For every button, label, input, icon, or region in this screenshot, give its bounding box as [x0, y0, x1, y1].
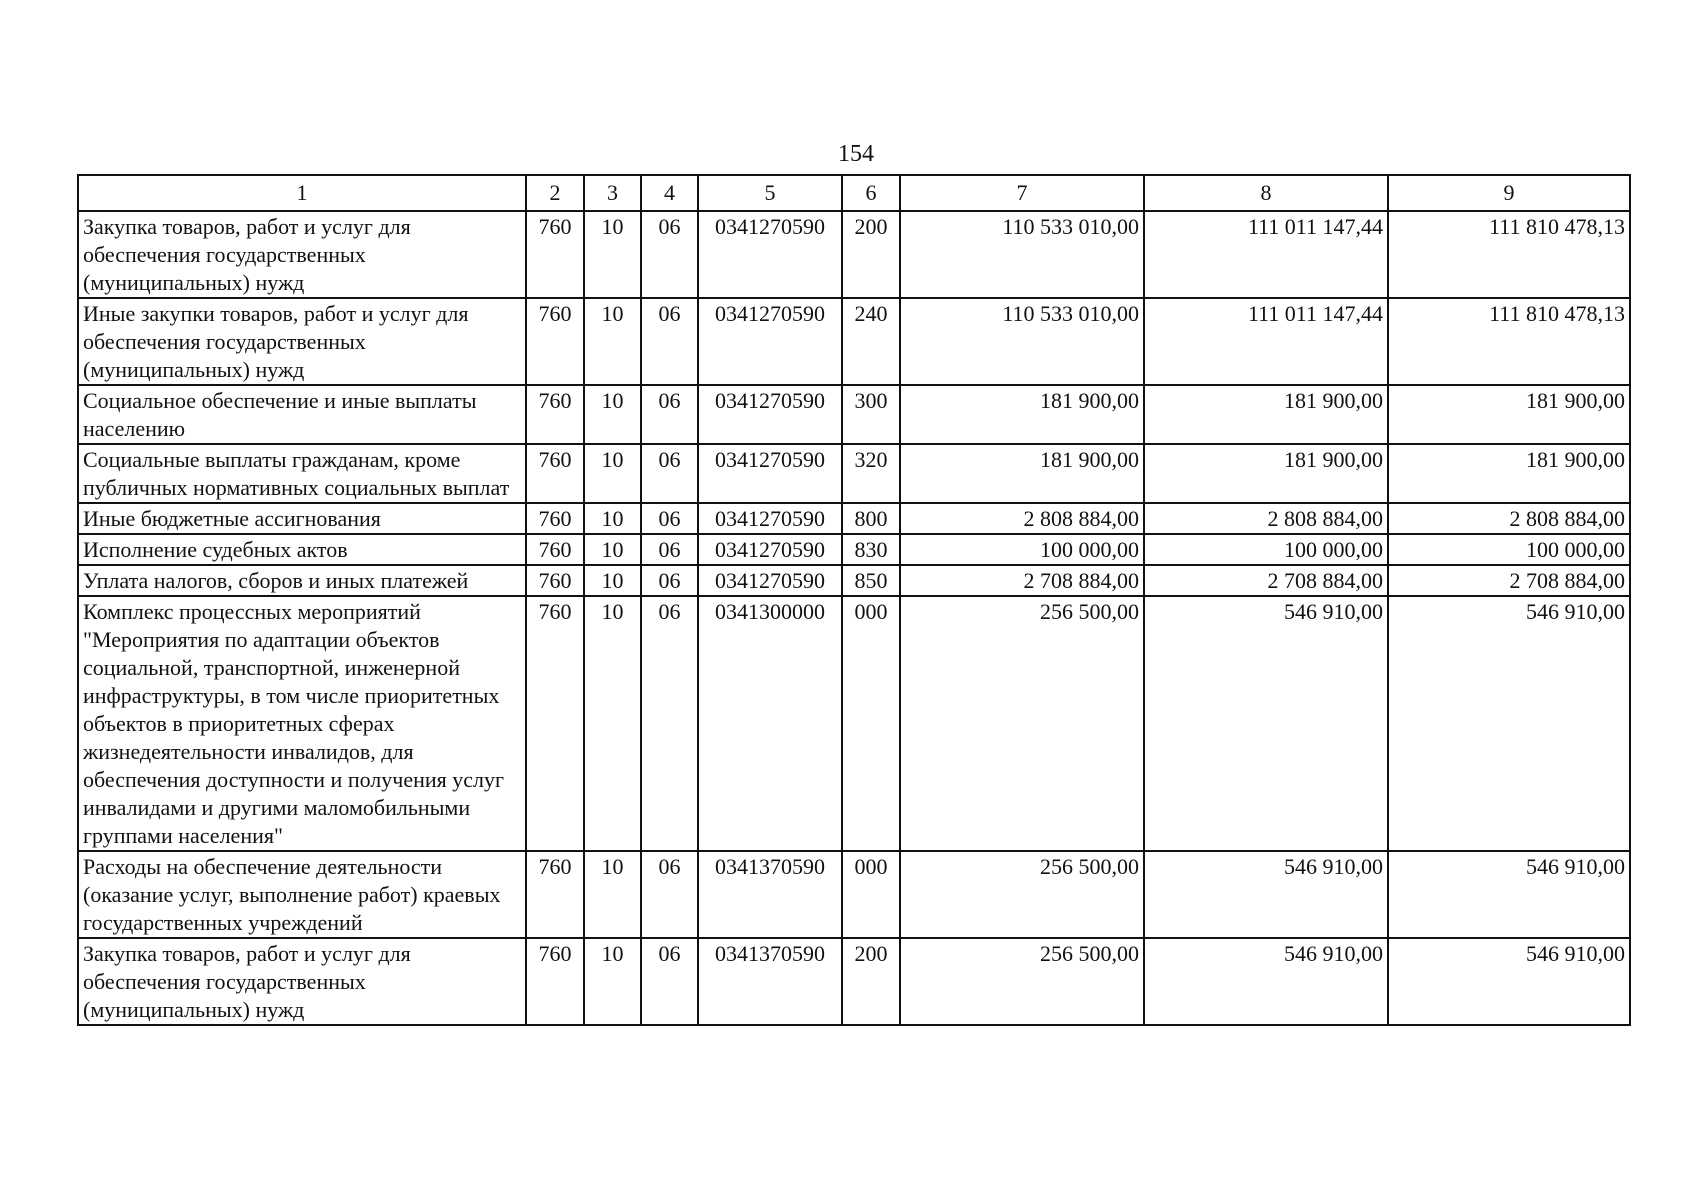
table-row [78, 211, 1630, 298]
amount-col7: 256 500,00 [900, 851, 1144, 938]
ministry-code: 760 [526, 938, 584, 1025]
row-name: Иные бюджетные ассигнования [78, 503, 526, 534]
expense-type-code: 850 [842, 565, 900, 596]
amount-col8: 181 900,00 [1144, 444, 1388, 503]
table-row [78, 565, 1630, 596]
expense-type-code: 200 [842, 211, 900, 298]
table-row [78, 596, 1630, 851]
section-code: 10 [584, 534, 641, 565]
target-article-code: 0341270590 [698, 565, 842, 596]
subsection-code: 06 [641, 534, 698, 565]
target-article-code: 0341270590 [698, 298, 842, 385]
target-article-code: 0341270590 [698, 534, 842, 565]
expense-type-code: 200 [842, 938, 900, 1025]
subsection-code: 06 [641, 211, 698, 298]
amount-col8: 546 910,00 [1144, 596, 1388, 851]
table-row [78, 298, 1630, 385]
amount-col9: 2 808 884,00 [1388, 503, 1630, 534]
section-code: 10 [584, 565, 641, 596]
header-cell: 6 [842, 175, 900, 211]
row-name: Исполнение судебных актов [78, 534, 526, 565]
amount-col9: 2 708 884,00 [1388, 565, 1630, 596]
header-cell: 4 [641, 175, 698, 211]
target-article-code: 0341270590 [698, 211, 842, 298]
subsection-code: 06 [641, 851, 698, 938]
row-name: Социальное обеспечение и иные выплаты населению [78, 385, 526, 444]
amount-col8: 181 900,00 [1144, 385, 1388, 444]
section-code: 10 [584, 503, 641, 534]
amount-col7: 181 900,00 [900, 385, 1144, 444]
budget-table [77, 174, 1631, 1026]
row-name: Иные закупки товаров, работ и услуг для обеспечения государственных (муниципальных) нужд [78, 298, 526, 385]
subsection-code: 06 [641, 444, 698, 503]
ministry-code: 760 [526, 534, 584, 565]
header-cell: 8 [1144, 175, 1388, 211]
section-code: 10 [584, 596, 641, 851]
target-article-code: 0341270590 [698, 444, 842, 503]
expense-type-code: 300 [842, 385, 900, 444]
amount-col8: 2 808 884,00 [1144, 503, 1388, 534]
expense-type-code: 000 [842, 851, 900, 938]
table-row [78, 444, 1630, 503]
ministry-code: 760 [526, 298, 584, 385]
table-row [78, 503, 1630, 534]
target-article-code: 0341270590 [698, 503, 842, 534]
amount-col7: 110 533 010,00 [900, 211, 1144, 298]
subsection-code: 06 [641, 298, 698, 385]
target-article-code: 0341370590 [698, 851, 842, 938]
amount-col8: 111 011 147,44 [1144, 298, 1388, 385]
header-cell: 2 [526, 175, 584, 211]
amount-col9: 111 810 478,13 [1388, 298, 1630, 385]
amount-col9: 181 900,00 [1388, 385, 1630, 444]
ministry-code: 760 [526, 565, 584, 596]
subsection-code: 06 [641, 938, 698, 1025]
amount-col9: 546 910,00 [1388, 851, 1630, 938]
subsection-code: 06 [641, 503, 698, 534]
amount-col7: 110 533 010,00 [900, 298, 1144, 385]
amount-col8: 2 708 884,00 [1144, 565, 1388, 596]
row-name: Уплата налогов, сборов и иных платежей [78, 565, 526, 596]
section-code: 10 [584, 851, 641, 938]
row-name: Социальные выплаты гражданам, кроме публичных нормативных социальных выплат [78, 444, 526, 503]
section-code: 10 [584, 385, 641, 444]
amount-col8: 111 011 147,44 [1144, 211, 1388, 298]
header-cell: 7 [900, 175, 1144, 211]
header-row [78, 175, 1630, 211]
row-name: Расходы на обеспечение деятельности (оказание услуг, выполнение работ) краевых государственных учреждений [78, 851, 526, 938]
target-article-code: 0341300000 [698, 596, 842, 851]
subsection-code: 06 [641, 596, 698, 851]
expense-type-code: 830 [842, 534, 900, 565]
amount-col9: 546 910,00 [1388, 938, 1630, 1025]
amount-col7: 256 500,00 [900, 938, 1144, 1025]
target-article-code: 0341370590 [698, 938, 842, 1025]
ministry-code: 760 [526, 503, 584, 534]
expense-type-code: 240 [842, 298, 900, 385]
header-cell: 3 [584, 175, 641, 211]
amount-col8: 546 910,00 [1144, 938, 1388, 1025]
ministry-code: 760 [526, 211, 584, 298]
page-number: 154 [838, 141, 874, 167]
amount-col7: 2 708 884,00 [900, 565, 1144, 596]
target-article-code: 0341270590 [698, 385, 842, 444]
amount-col7: 256 500,00 [900, 596, 1144, 851]
row-name: Закупка товаров, работ и услуг для обеспечения государственных (муниципальных) нужд [78, 211, 526, 298]
amount-col8: 546 910,00 [1144, 851, 1388, 938]
ministry-code: 760 [526, 385, 584, 444]
amount-col7: 2 808 884,00 [900, 503, 1144, 534]
section-code: 10 [584, 298, 641, 385]
ministry-code: 760 [526, 596, 584, 851]
header-cell: 5 [698, 175, 842, 211]
amount-col9: 111 810 478,13 [1388, 211, 1630, 298]
section-code: 10 [584, 938, 641, 1025]
amount-col9: 546 910,00 [1388, 596, 1630, 851]
amount-col8: 100 000,00 [1144, 534, 1388, 565]
amount-col9: 100 000,00 [1388, 534, 1630, 565]
row-name: Комплекс процессных мероприятий "Мероприятия по адаптации объектов социальной, транспортной, инженерной инфраструктуры, в том числе приоритетных объектов в приоритетных сферах жизнедеятельности инвалидов, для обеспечения доступности и получения услуг инвалидами и другими маломобильными группами населения" [78, 596, 526, 851]
section-code: 10 [584, 211, 641, 298]
expense-type-code: 000 [842, 596, 900, 851]
amount-col7: 100 000,00 [900, 534, 1144, 565]
table-row [78, 851, 1630, 938]
ministry-code: 760 [526, 851, 584, 938]
header-cell: 9 [1388, 175, 1630, 211]
ministry-code: 760 [526, 444, 584, 503]
subsection-code: 06 [641, 385, 698, 444]
amount-col7: 181 900,00 [900, 444, 1144, 503]
table-row [78, 938, 1630, 1025]
section-code: 10 [584, 444, 641, 503]
subsection-code: 06 [641, 565, 698, 596]
table-row [78, 385, 1630, 444]
expense-type-code: 800 [842, 503, 900, 534]
table-row [78, 534, 1630, 565]
header-cell: 1 [78, 175, 526, 211]
amount-col9: 181 900,00 [1388, 444, 1630, 503]
expense-type-code: 320 [842, 444, 900, 503]
row-name: Закупка товаров, работ и услуг для обеспечения государственных (муниципальных) нужд [78, 938, 526, 1025]
